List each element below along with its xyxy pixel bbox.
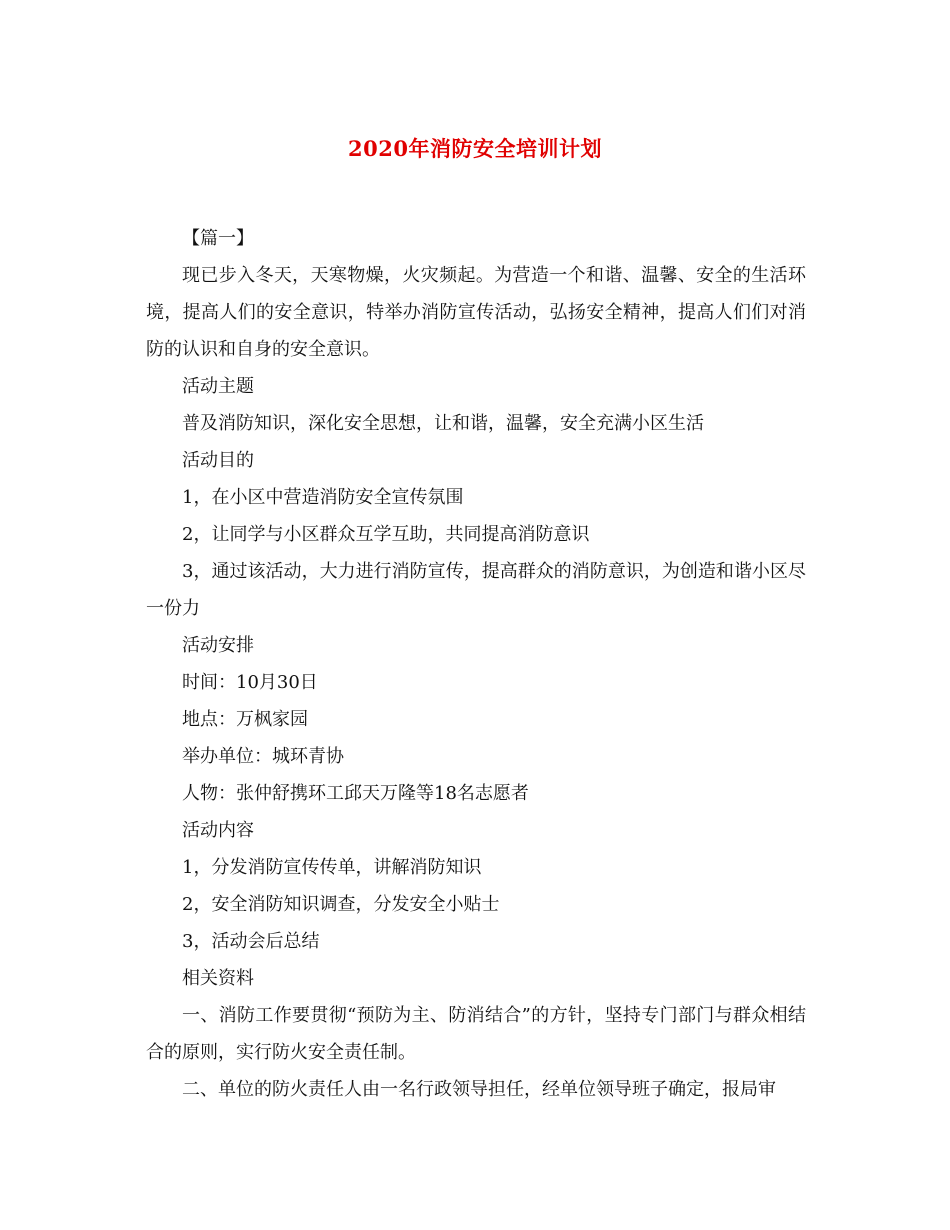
purpose-item-3: 3，通过该活动，大力进行消防宣传，提高群众的消防意识，为创造和谐小区尽一份力: [146, 561, 806, 619]
arrangement-time: 时间：10月30日: [182, 672, 318, 693]
material-item-1: 一、消防工作要贯彻“预防为主、防消结合”的方针，坚持专门部门与群众相结合的原则，实行防火安全责任制。: [146, 1005, 806, 1063]
material-item-2: 二、单位的防火责任人由一名行政领导担任，经单位领导班子确定，报局审: [182, 1079, 776, 1100]
heading-activity-arrangement: 活动安排: [182, 635, 254, 656]
content-item-3: 3，活动会后总结: [182, 931, 320, 952]
arrangement-location: 地点：万枫家园: [182, 709, 308, 730]
arrangement-people: 人物：张仲舒携环工邱天万隆等18名志愿者: [182, 783, 529, 804]
activity-theme-text: 普及消防知识，深化安全思想，让和谐，温馨，安全充满小区生活: [182, 413, 704, 434]
purpose-item-2: 2，让同学与小区群众互学互助，共同提高消防意识: [182, 524, 590, 545]
document-title: 2020年消防安全培训计划: [348, 136, 602, 161]
purpose-item-1: 1，在小区中营造消防安全宣传氛围: [182, 487, 464, 508]
document-body: [146, 220, 806, 1108]
content-item-1: 1，分发消防宣传传单，讲解消防知识: [182, 857, 482, 878]
content-item-2: 2，安全消防知识调查，分发安全小贴士: [182, 894, 500, 915]
intro-paragraph: 现已步入冬天，天寒物燥，火灾频起。为营造一个和谐、温馨、安全的生活环境，提高人们的安全意识，特举办消防宣传活动，弘扬安全精神，提高人们们对消防的认识和自身的安全意识。: [146, 265, 806, 360]
heading-activity-content: 活动内容: [182, 820, 254, 841]
arrangement-organizer: 举办单位：城环青协: [182, 746, 344, 767]
heading-related-materials: 相关资料: [182, 968, 254, 989]
heading-activity-theme: 活动主题: [182, 376, 254, 397]
section-label: 【篇一】: [182, 228, 254, 249]
heading-activity-purpose: 活动目的: [182, 450, 254, 471]
